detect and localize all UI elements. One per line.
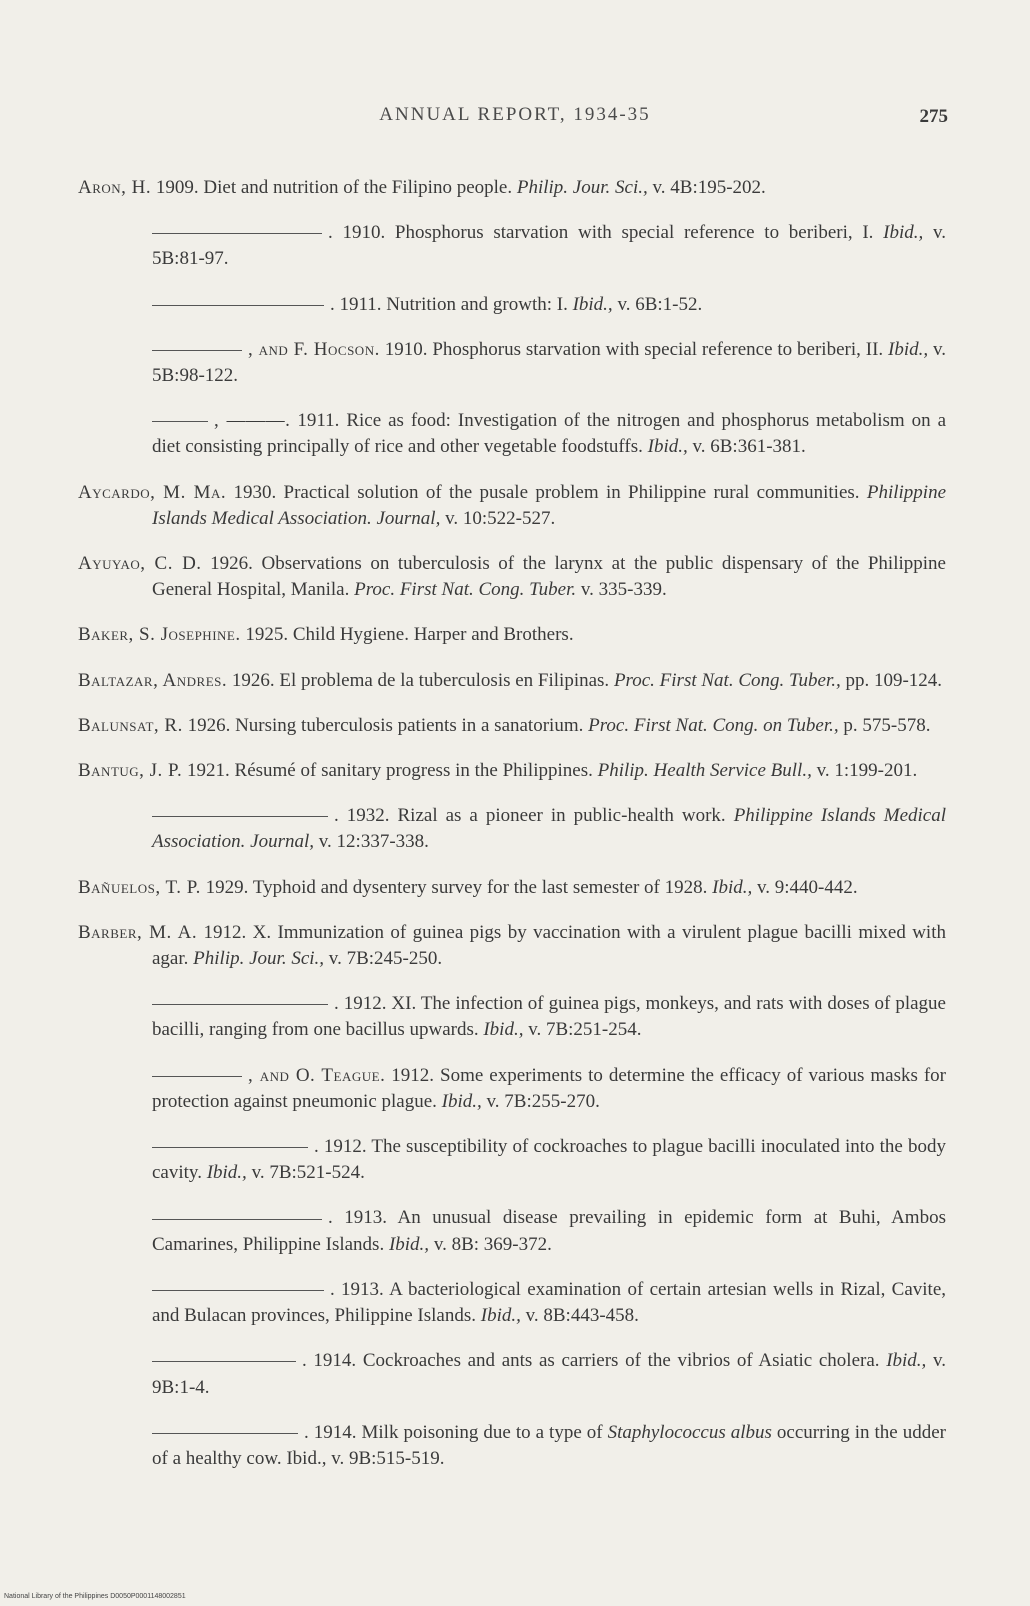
ditto-rule xyxy=(152,421,208,422)
ditto-rule xyxy=(152,233,322,234)
bib-entry xyxy=(78,1348,946,1400)
entry-source: Ibid., xyxy=(441,1090,482,1112)
entry-source: Ibid., xyxy=(206,1162,247,1184)
library-footer: National Library of the Philippines D0050P0001148002851 xyxy=(4,1593,186,1600)
bib-entry xyxy=(78,991,946,1043)
bib-entry xyxy=(78,920,946,972)
entry-source: Ibid., xyxy=(883,222,924,244)
entry-source: Ibid., xyxy=(388,1233,430,1255)
ditto-rule xyxy=(152,816,328,817)
entry-text: . 1913. An unusual disease prevailing in epidemic form at Buhi, Ambos Camarines, Philippine Islands. xyxy=(152,1207,946,1255)
entry-text: 1926. El problema de la tuberculosis en Filipinas. xyxy=(227,669,614,691)
entry-text: . 1914. Milk poisoning due to a type of xyxy=(304,1421,608,1443)
entry-author: , and F. Hocson. xyxy=(248,338,380,360)
entry-text: 1910. Phosphorus starvation with special reference to beriberi, II. xyxy=(379,338,889,360)
entry-author: Bantug, J. P. xyxy=(78,760,183,782)
entry-volume: v. 4B:195-202. xyxy=(647,177,766,198)
entry-volume: v. 6B:361-381. xyxy=(687,436,806,458)
entry-author: Bañuelos, T. P. xyxy=(78,876,201,898)
bib-entry xyxy=(78,480,946,532)
entry-volume: v. 8B:443-458. xyxy=(520,1305,639,1327)
entry-volume: v. 335-339. xyxy=(576,579,667,601)
entry-volume: v. 7B:251-254. xyxy=(523,1019,642,1041)
entry-volume: v. 7B:521-524. xyxy=(246,1162,365,1184)
bib-entry xyxy=(78,713,946,739)
entry-volume: v. 9:440-442. xyxy=(752,876,858,898)
entry-volume: v. 9B:1-4. xyxy=(152,1350,946,1398)
entry-text: . 1911. Nutrition and growth: I. xyxy=(330,293,573,315)
entry-source: Ibid., xyxy=(572,293,613,315)
entry-source: Ibid., xyxy=(480,1305,521,1327)
bib-entry xyxy=(78,220,946,272)
entry-volume: v. 12:337-338. xyxy=(314,831,429,853)
entry-source: Proc. First Nat. Cong. Tuber. xyxy=(354,579,577,601)
ditto-rule xyxy=(152,1361,296,1362)
entry-author: Baker, S. Josephine. xyxy=(78,624,241,646)
entry-author: , and O. Teague. xyxy=(248,1064,386,1086)
entry-source: Proc. First Nat. Cong. Tuber., xyxy=(613,669,841,691)
entry-text: 1911. Rice as food: Investigation of the nitrogen and phosphorus metabolism on a diet consisting principally of rice and other vegetable foodstuffs. xyxy=(152,410,947,458)
entry-volume: v. 10:522-527. xyxy=(440,507,556,529)
bib-entry xyxy=(78,551,946,603)
entry-author: , ———. xyxy=(214,410,291,432)
bib-entry xyxy=(78,408,946,460)
entry-text: 1925. Child Hygiene. Harper and Brothers. xyxy=(240,624,574,646)
entry-volume: v. 7B:245-250. xyxy=(324,948,443,970)
entry-volume: v. 5B:98-122. xyxy=(152,338,947,387)
entry-source: Philip. Jour. Sci., xyxy=(516,177,648,198)
entry-text: . 1912. The susceptibility of cockroaches to plague bacilli inoculated into the body cavity. xyxy=(152,1136,946,1184)
entry-text: . 1912. XI. The infection of guinea pigs, monkeys, and rats with doses of plague bacilli, ranging from one bacillus upwards. xyxy=(152,993,946,1041)
entry-source: Ibid., xyxy=(886,1350,927,1372)
entry-volume: v. 7B:255-270. xyxy=(481,1090,600,1112)
entry-source: Philip. Jour. Sci., xyxy=(193,948,325,970)
bib-entry xyxy=(78,803,946,855)
entry-volume: pp. 109-124. xyxy=(840,669,943,691)
bib-entry xyxy=(78,337,946,389)
entry-source: Ibid., xyxy=(888,338,929,360)
running-header: ANNUAL REPORT, 1934-35 xyxy=(379,104,651,125)
bib-entry xyxy=(78,622,946,648)
page-number: 275 xyxy=(919,106,948,127)
ditto-rule xyxy=(152,305,324,306)
bib-entry xyxy=(78,292,946,318)
entry-source: Staphylococcus albus xyxy=(607,1421,772,1443)
entry-author: Baltazar, Andres. xyxy=(78,669,228,691)
entry-volume: v. 8B: 369-372. xyxy=(429,1233,552,1255)
bib-entry xyxy=(78,1063,946,1115)
entry-text: 1921. Résumé of sanitary progress in the Philippines. xyxy=(182,760,598,782)
entry-author: Barber, M. A. xyxy=(78,921,198,943)
entry-text: 1912. X. Immunization of guinea pigs by vaccination with a virulent plague bacilli mixed with agar. xyxy=(152,921,946,970)
entry-source: Ibid., xyxy=(483,1019,524,1041)
entry-volume: v. 6B:1-52. xyxy=(612,293,703,315)
entry-source: Proc. First Nat. Cong. on Tuber., xyxy=(588,714,839,736)
ditto-rule xyxy=(152,1004,328,1005)
entry-author: Ayuyao, C. D. xyxy=(78,553,202,575)
ditto-rule xyxy=(152,350,242,351)
entry-text: . 1913. A bacteriological examination of certain artesian wells in Rizal, Cavite, and Bulacan provinces, Philippine Islands. xyxy=(152,1278,946,1327)
entry-source: Ibid., xyxy=(712,876,753,898)
ditto-rule xyxy=(152,1147,308,1148)
entry-source: Philippine Islands Medical Association. Journal, xyxy=(152,481,946,529)
ditto-rule xyxy=(152,1433,298,1434)
entry-author: Balunsat, R. xyxy=(78,714,183,736)
entry-text: 1912. Some experiments to determine the efficacy of various masks for protection against pneumonic plague. xyxy=(152,1064,947,1112)
entry-author: Aron, H. xyxy=(78,177,152,198)
entry-author: Aycardo, M. Ma. xyxy=(78,481,227,503)
bib-entry xyxy=(78,1205,946,1257)
bib-entry xyxy=(78,1134,946,1186)
entry-source: Ibid., xyxy=(647,436,688,458)
entry-text: 1926. Observations on tuberculosis of the larynx at the public dispensary of the Philippine General Hospital, Manila. xyxy=(152,553,946,601)
bib-entry xyxy=(78,758,946,784)
entry-source: Philippine Islands Medical Association. Journal, xyxy=(152,805,946,853)
entry-volume: v. 1:199-201. xyxy=(811,760,918,782)
entry-text: . 1910. Phosphorus starvation with special reference to beriberi, I. xyxy=(328,222,884,244)
entry-text: 1930. Practical solution of the pusale problem in Philippine rural communities. xyxy=(226,481,867,503)
bib-entry xyxy=(78,1277,946,1329)
bib-entry xyxy=(78,175,946,201)
entry-text: . 1914. Cockroaches and ants as carriers of the vibrios of Asiatic cholera. xyxy=(302,1350,887,1372)
entry-volume: v. 5B:81-97. xyxy=(152,222,946,270)
entry-source: Philip. Health Service Bull., xyxy=(597,760,812,782)
entry-text: 1909. Diet and nutrition of the Filipino people. xyxy=(151,177,517,198)
ditto-rule xyxy=(152,1290,324,1291)
ditto-rule xyxy=(152,1076,242,1077)
entry-volume: p. 575-578. xyxy=(838,714,931,736)
entry-text: 1926. Nursing tuberculosis patients in a sanatorium. xyxy=(182,714,589,736)
entry-text: 1929. Typhoid and dysentery survey for the last semester of 1928. xyxy=(200,876,713,898)
entry-volume: occurring in the udder of a healthy cow. Ibid., v. 9B:515-519. xyxy=(152,1421,946,1469)
ditto-rule xyxy=(152,1219,322,1220)
bib-entry xyxy=(78,668,946,694)
bibliography-list xyxy=(78,156,946,1479)
bib-entry xyxy=(78,1420,946,1472)
entry-text: . 1932. Rizal as a pioneer in public-health work. xyxy=(334,805,734,827)
bib-entry xyxy=(78,875,946,901)
